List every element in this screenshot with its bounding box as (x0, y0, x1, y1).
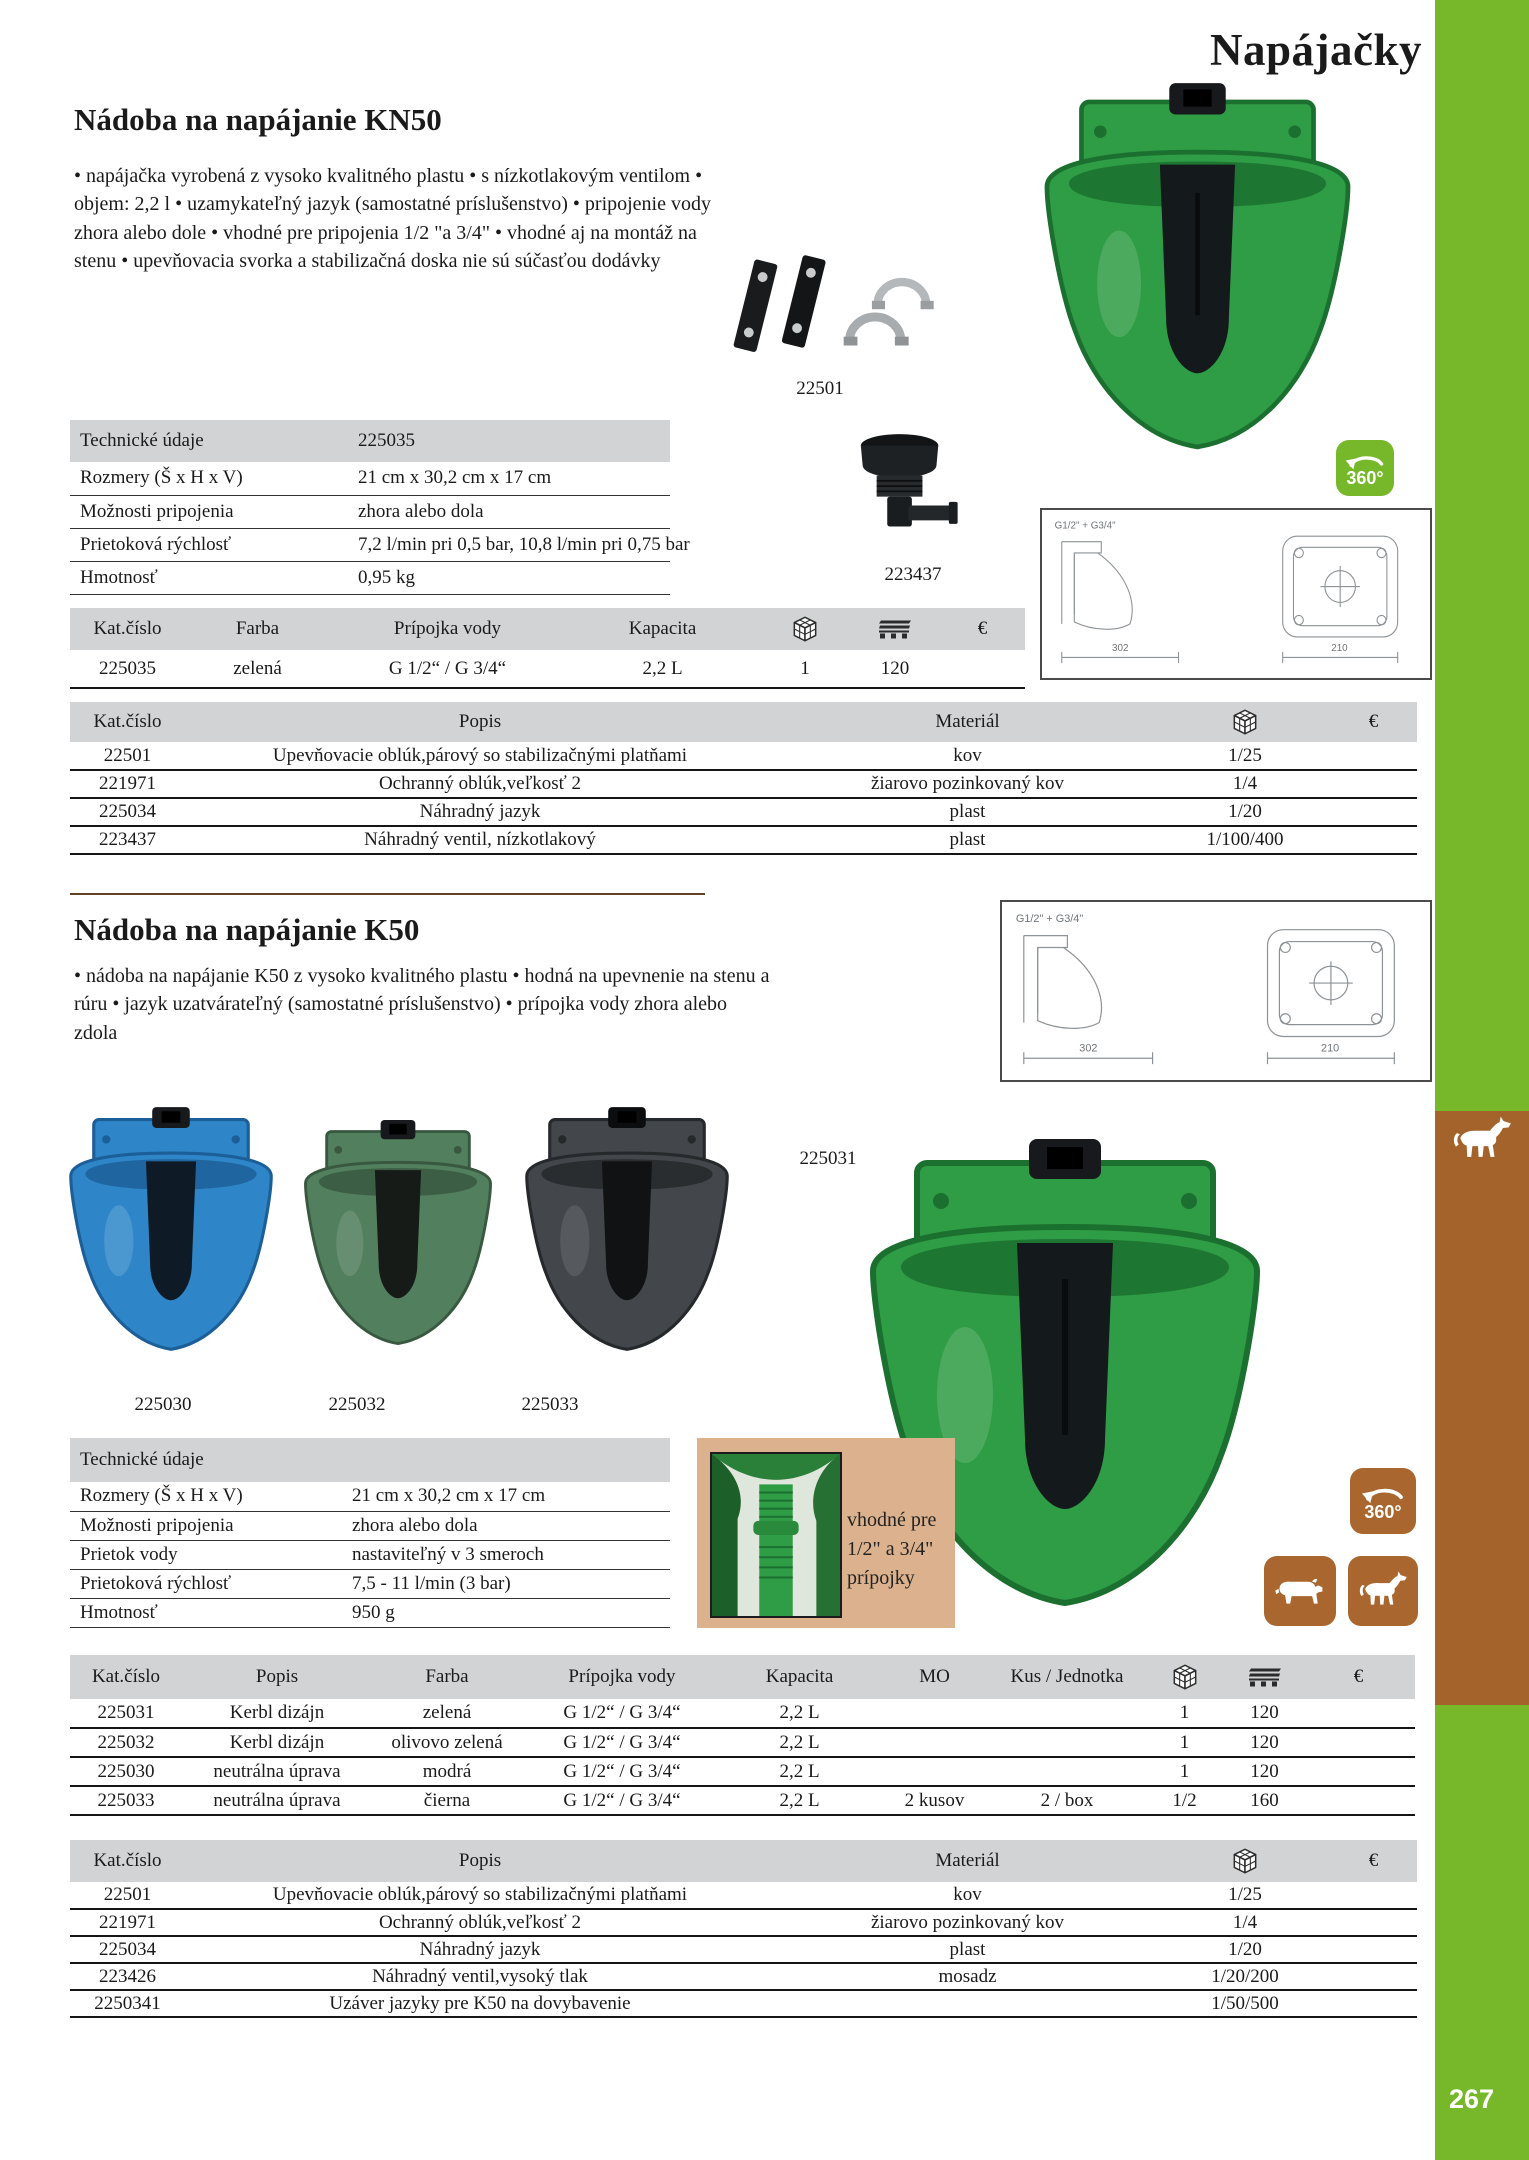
k50-bowl-black-photo (512, 1105, 742, 1366)
td-kus (992, 1757, 1142, 1786)
td-price (1330, 1936, 1417, 1963)
td-tech-value: zhora alebo dola (348, 495, 670, 528)
td-kus (992, 1699, 1142, 1728)
package-cube-icon (1169, 1661, 1201, 1693)
td-mo (877, 1728, 992, 1757)
drawing-dim-right: 210 (1321, 1042, 1340, 1055)
td-tech-label: Prietoková rýchlosť (70, 1569, 342, 1598)
td-price (1330, 742, 1417, 770)
td-mo (877, 1757, 992, 1786)
catalog-title: Napájačky (1209, 25, 1422, 75)
th-popis: Popis (185, 702, 775, 742)
th-tech-title: Technické údaje (70, 420, 348, 462)
td-cube-qty: 1/100/400 (1160, 826, 1330, 854)
td-pallet-qty: 120 (1227, 1728, 1302, 1757)
td-material: plast (775, 826, 1160, 854)
td-kus (992, 1728, 1142, 1757)
td-price (1330, 1963, 1417, 1990)
td-price (1330, 1990, 1417, 2017)
package-cube-icon (789, 613, 821, 645)
td-cube-qty: 1/20 (1160, 1936, 1330, 1963)
td-farba: čierna (372, 1786, 522, 1815)
th-material: Materiál (775, 702, 1160, 742)
th-kat: Kat.číslo (70, 608, 185, 650)
td-popis: neutrálna úprava (182, 1786, 372, 1815)
valve-photo-label: 223437 (884, 564, 942, 585)
td-material: plast (775, 1936, 1160, 1963)
td-cube-qty: 1/25 (1160, 1882, 1330, 1909)
td-popis: Náhradný jazyk (185, 1936, 775, 1963)
td-cube-qty: 1/20 (1160, 798, 1330, 826)
valve-cutaway-photo (710, 1452, 842, 1618)
td-tech-value: 21 cm x 30,2 cm x 17 cm (348, 462, 670, 495)
td-popis: Ochranný oblúk,veľkosť 2 (185, 770, 775, 798)
valve-cutaway-image (712, 1454, 840, 1616)
td-pallet-qty: 120 (850, 650, 940, 688)
th-kapacita: Kapacita (565, 608, 760, 650)
td-cube-qty: 1/4 (1160, 770, 1330, 798)
td-mo (877, 1699, 992, 1728)
note-line: 1/2" a 3/4" (847, 1538, 934, 1560)
k50-variant-label-black: 225033 (521, 1394, 579, 1415)
td-pripojka: G 1/2“ / G 3/4“ (330, 650, 565, 688)
td-cube-qty: 1 (760, 650, 850, 688)
th-kapacita: Kapacita (722, 1655, 877, 1699)
td-tech-label: Hmotnosť (70, 1598, 342, 1627)
drawing-dim-left: 302 (1112, 642, 1129, 654)
th-pripojka: Prípojka vody (330, 608, 565, 650)
td-kat: 22501 (70, 742, 185, 770)
td-cube-qty: 1 (1142, 1757, 1227, 1786)
td-farba: zelená (185, 650, 330, 688)
pallet-icon (877, 617, 913, 642)
td-tech-value: 21 cm x 30,2 cm x 17 cm (342, 1482, 670, 1511)
th-kat: Kat.číslo (70, 1655, 182, 1699)
td-kapacita: 2,2 L (565, 650, 760, 688)
valve-photo (845, 428, 977, 560)
td-tech-value: nastaviteľný v 3 smeroch (342, 1540, 670, 1569)
td-material: kov (775, 742, 1160, 770)
td-popis: Uzáver jazyky pre K50 na dovybavenie (185, 1990, 775, 2017)
td-material: žiarovo pozinkovaný kov (775, 1909, 1160, 1936)
td-kat: 225033 (70, 1786, 182, 1815)
badge-360-k50 (1350, 1468, 1416, 1534)
td-kapacita: 2,2 L (722, 1699, 877, 1728)
th-farba: Farba (372, 1655, 522, 1699)
th-euro: € (1302, 1655, 1415, 1699)
td-pallet-qty: 120 (1227, 1699, 1302, 1728)
td-material: mosadz (775, 1963, 1160, 1990)
kn50-description: • napájačka vyrobená z vysoko kvalitného plastu • s nízkotlakovým ventilom • objem: 2,2 l • uzamykateľný jazyk (samostatné príslušenstvo) • pripojenie vody zhora alebo dole • vhodné pre pripojenia 1/2 "a 3/4" • vhodné aj na montáž na stenu • upevňovacia svorka a stabilizačná doska nie sú súčasťou dodávky (74, 165, 711, 273)
page-number: 267 (1449, 2084, 1495, 2114)
k50-accessories-table (70, 1840, 1417, 2018)
td-popis: neutrálna úprava (182, 1757, 372, 1786)
bracket-photo-label: 22501 (796, 378, 844, 399)
th-euro: € (1330, 1840, 1417, 1882)
td-pallet-qty: 120 (1227, 1757, 1302, 1786)
pallet-icon (1247, 1665, 1283, 1690)
kn50-technical-drawing (1040, 508, 1432, 680)
k50-bowl-olive-photo (292, 1118, 504, 1359)
td-kat: 223426 (70, 1963, 185, 1990)
package-cube-icon (1229, 1845, 1261, 1877)
cattle-badge (1264, 1556, 1336, 1626)
kn50-accessories-table (70, 702, 1417, 855)
th-pripojka: Prípojka vody (522, 1655, 722, 1699)
badge-360-label: 360° (1364, 1501, 1402, 1522)
td-price (1330, 1882, 1417, 1909)
td-tech-value: 7,5 - 11 l/min (3 bar) (342, 1569, 670, 1598)
package-cube-icon (1229, 706, 1261, 738)
td-kat: 225032 (70, 1728, 182, 1757)
td-price (940, 650, 1025, 688)
td-popis: Náhradný jazyk (185, 798, 775, 826)
td-popis: Kerbl dizájn (182, 1699, 372, 1728)
td-popis: Upevňovacie oblúk,párový so stabilizačnými platňami (185, 742, 775, 770)
drawing-thread-label: G1/2" + G3/4" (1015, 912, 1084, 925)
th-euro: € (940, 608, 1025, 650)
sidebar-strip-top (1435, 0, 1529, 1111)
td-kat: 22501 (70, 1882, 185, 1909)
td-price (1330, 1909, 1417, 1936)
horse-icon (1355, 1568, 1411, 1615)
k50-big-bowl-label: 225031 (799, 1148, 857, 1169)
td-price (1330, 826, 1417, 854)
td-kapacita: 2,2 L (722, 1757, 877, 1786)
drawing-dim-right: 210 (1331, 642, 1348, 654)
th-popis: Popis (182, 1655, 372, 1699)
td-kat: 225035 (70, 650, 185, 688)
td-tech-value: 950 g (342, 1598, 670, 1627)
td-tech-label: Rozmery (Š x H x V) (70, 1482, 342, 1511)
td-kat: 225034 (70, 1936, 185, 1963)
mounting-brackets-photo (698, 250, 948, 378)
th-tech-title: Technické údaje (70, 1438, 670, 1482)
td-pallet-qty: 160 (1227, 1786, 1302, 1815)
td-cube-qty: 1 (1142, 1699, 1227, 1728)
td-cube-qty: 1 (1142, 1728, 1227, 1757)
td-farba: modrá (372, 1757, 522, 1786)
badge-360-label: 360° (1346, 467, 1384, 488)
horse-badge (1348, 1556, 1418, 1626)
th-farba: Farba (185, 608, 330, 650)
td-kus: 2 / box (992, 1786, 1142, 1815)
kn50-bowl-photo (1025, 80, 1370, 472)
td-cube-qty: 1/4 (1160, 1909, 1330, 1936)
note-line: prípojky (847, 1567, 915, 1589)
th-mo: MO (877, 1655, 992, 1699)
td-popis: Ochranný oblúk,veľkosť 2 (185, 1909, 775, 1936)
sidebar-strip-middle (1435, 1111, 1529, 1705)
k50-bowl-blue-photo (56, 1105, 286, 1366)
section-divider (70, 893, 705, 895)
td-cube-qty: 1/50/500 (1160, 1990, 1330, 2017)
drawing-thread-label: G1/2" + G3/4" (1054, 520, 1116, 532)
td-material: žiarovo pozinkovaný kov (775, 770, 1160, 798)
td-price (1302, 1757, 1415, 1786)
td-mo: 2 kusov (877, 1786, 992, 1815)
td-pripojka: G 1/2“ / G 3/4“ (522, 1757, 722, 1786)
note-line: vhodné pre (847, 1509, 937, 1531)
kn50-price-table (70, 608, 1025, 689)
td-price (1302, 1786, 1415, 1815)
horse-icon (1448, 1112, 1516, 1170)
td-kat: 225034 (70, 798, 185, 826)
k50-description: • nádoba na napájanie K50 z vysoko kvalitného plastu • hodná na upevnenie na stenu a rúru • jazyk uzatvárateľný (samostatné príslušenstvo) • prípojka vody zhora alebo zdola (74, 965, 770, 1044)
badge-360-kn50 (1336, 440, 1394, 496)
td-cube-qty: 1/25 (1160, 742, 1330, 770)
td-kat: 221971 (70, 770, 185, 798)
td-material: plast (775, 798, 1160, 826)
td-tech-label: Prietoková rýchlosť (70, 528, 348, 561)
td-cube-qty: 1/2 (1142, 1786, 1227, 1815)
k50-heading: Nádoba na napájanie K50 (74, 912, 420, 947)
td-tech-value: 7,2 l/min pri 0,5 bar, 10,8 l/min pri 0,75 bar (348, 528, 670, 561)
k50-variant-label-blue: 225030 (134, 1394, 192, 1415)
cow-icon (1272, 1568, 1328, 1615)
kn50-heading: Nádoba na napájanie KN50 (74, 102, 442, 137)
kn50-tech-table (70, 420, 690, 595)
td-kat: 225031 (70, 1699, 182, 1728)
td-tech-label: Rozmery (Š x H x V) (70, 462, 348, 495)
th-kat: Kat.číslo (70, 702, 185, 742)
td-price (1330, 798, 1417, 826)
th-popis: Popis (185, 1840, 775, 1882)
td-farba: zelená (372, 1699, 522, 1728)
td-material: kov (775, 1882, 1160, 1909)
td-pripojka: G 1/2“ / G 3/4“ (522, 1786, 722, 1815)
k50-variant-label-olive: 225032 (328, 1394, 386, 1415)
td-farba: olivovo zelená (372, 1728, 522, 1757)
fitting-note-text (847, 1506, 952, 1593)
td-price (1330, 770, 1417, 798)
th-material: Materiál (775, 1840, 1160, 1882)
td-material (775, 1990, 1160, 2017)
td-kapacita: 2,2 L (722, 1786, 877, 1815)
td-kat: 223437 (70, 826, 185, 854)
td-kapacita: 2,2 L (722, 1728, 877, 1757)
k50-tech-table (70, 1438, 670, 1628)
k50-technical-drawing (1000, 900, 1432, 1082)
td-popis: Náhradný ventil,vysoký tlak (185, 1963, 775, 1990)
td-tech-value: 0,95 kg (348, 561, 670, 594)
drawing-dim-left: 302 (1079, 1042, 1098, 1055)
th-kus-jednotka: Kus / Jednotka (992, 1655, 1142, 1699)
td-kat: 221971 (70, 1909, 185, 1936)
td-price (1302, 1699, 1415, 1728)
td-popis: Upevňovacie oblúk,párový so stabilizačnými platňami (185, 1882, 775, 1909)
fitting-note-box (697, 1438, 955, 1628)
td-popis: Kerbl dizájn (182, 1728, 372, 1757)
td-popis: Náhradný ventil, nízkotlakový (185, 826, 775, 854)
td-cube-qty: 1/20/200 (1160, 1963, 1330, 1990)
k50-price-table (70, 1655, 1415, 1816)
th-tech-sku: 225035 (348, 420, 670, 462)
td-tech-label: Hmotnosť (70, 561, 348, 594)
th-kat: Kat.číslo (70, 1840, 185, 1882)
td-pripojka: G 1/2“ / G 3/4“ (522, 1728, 722, 1757)
td-price (1302, 1728, 1415, 1757)
th-euro: € (1330, 702, 1417, 742)
td-tech-label: Možnosti pripojenia (70, 495, 348, 528)
td-kat: 2250341 (70, 1990, 185, 2017)
td-tech-value: zhora alebo dola (342, 1511, 670, 1540)
td-kat: 225030 (70, 1757, 182, 1786)
td-pripojka: G 1/2“ / G 3/4“ (522, 1699, 722, 1728)
td-tech-label: Možnosti pripojenia (70, 1511, 342, 1540)
td-tech-label: Prietok vody (70, 1540, 342, 1569)
